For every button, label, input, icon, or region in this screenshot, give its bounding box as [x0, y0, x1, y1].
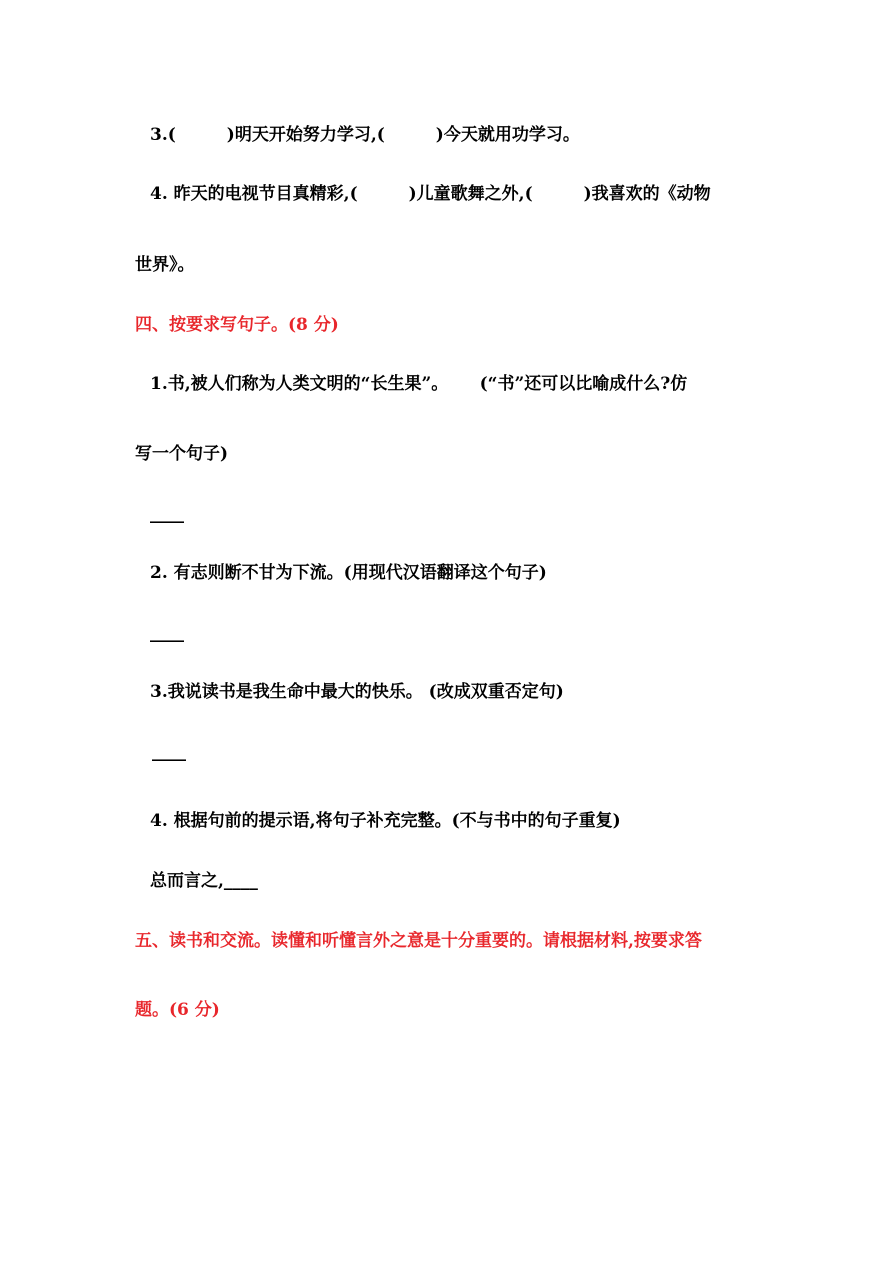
section-4-heading: 四、按要求写句子。(8 分) [135, 315, 339, 335]
question-4-1-line-1: 1.书,被人们称为人类文明的“长生果”。 (“书”还可以比喻成什么?仿 [150, 374, 688, 394]
question-4-4-answer: 总而言之,____ [150, 871, 258, 891]
question-4-3-answer-blank: ____ [152, 742, 186, 762]
question-4-2-answer-blank: ____ [150, 623, 184, 643]
question-4-3: 3.我说读书是我生命中最大的快乐。 (改成双重否定句) [150, 682, 564, 702]
question-4-2: 2. 有志则断不甘为下流。(用现代汉语翻译这个句子) [150, 563, 547, 583]
question-4-4: 4. 根据句前的提示语,将句子补充完整。(不与书中的句子重复) [150, 811, 621, 831]
section-5-heading-line-1: 五、读书和交流。读懂和听懂言外之意是十分重要的。请根据材料,按要求答 [135, 931, 702, 951]
question-4-1-answer-blank: ____ [150, 504, 184, 524]
question-4-1-line-2: 写一个句子) [135, 444, 229, 464]
question-3-3: 3.( )明天开始努力学习,( )今天就用功学习。 [150, 125, 580, 145]
question-3-4-line-2: 世界》。 [135, 255, 195, 275]
section-5-heading-line-2: 题。(6 分) [135, 1000, 220, 1020]
question-3-4-line-1: 4. 昨天的电视节目真精彩,( )儿童歌舞之外,( )我喜欢的《动物 [150, 184, 711, 204]
